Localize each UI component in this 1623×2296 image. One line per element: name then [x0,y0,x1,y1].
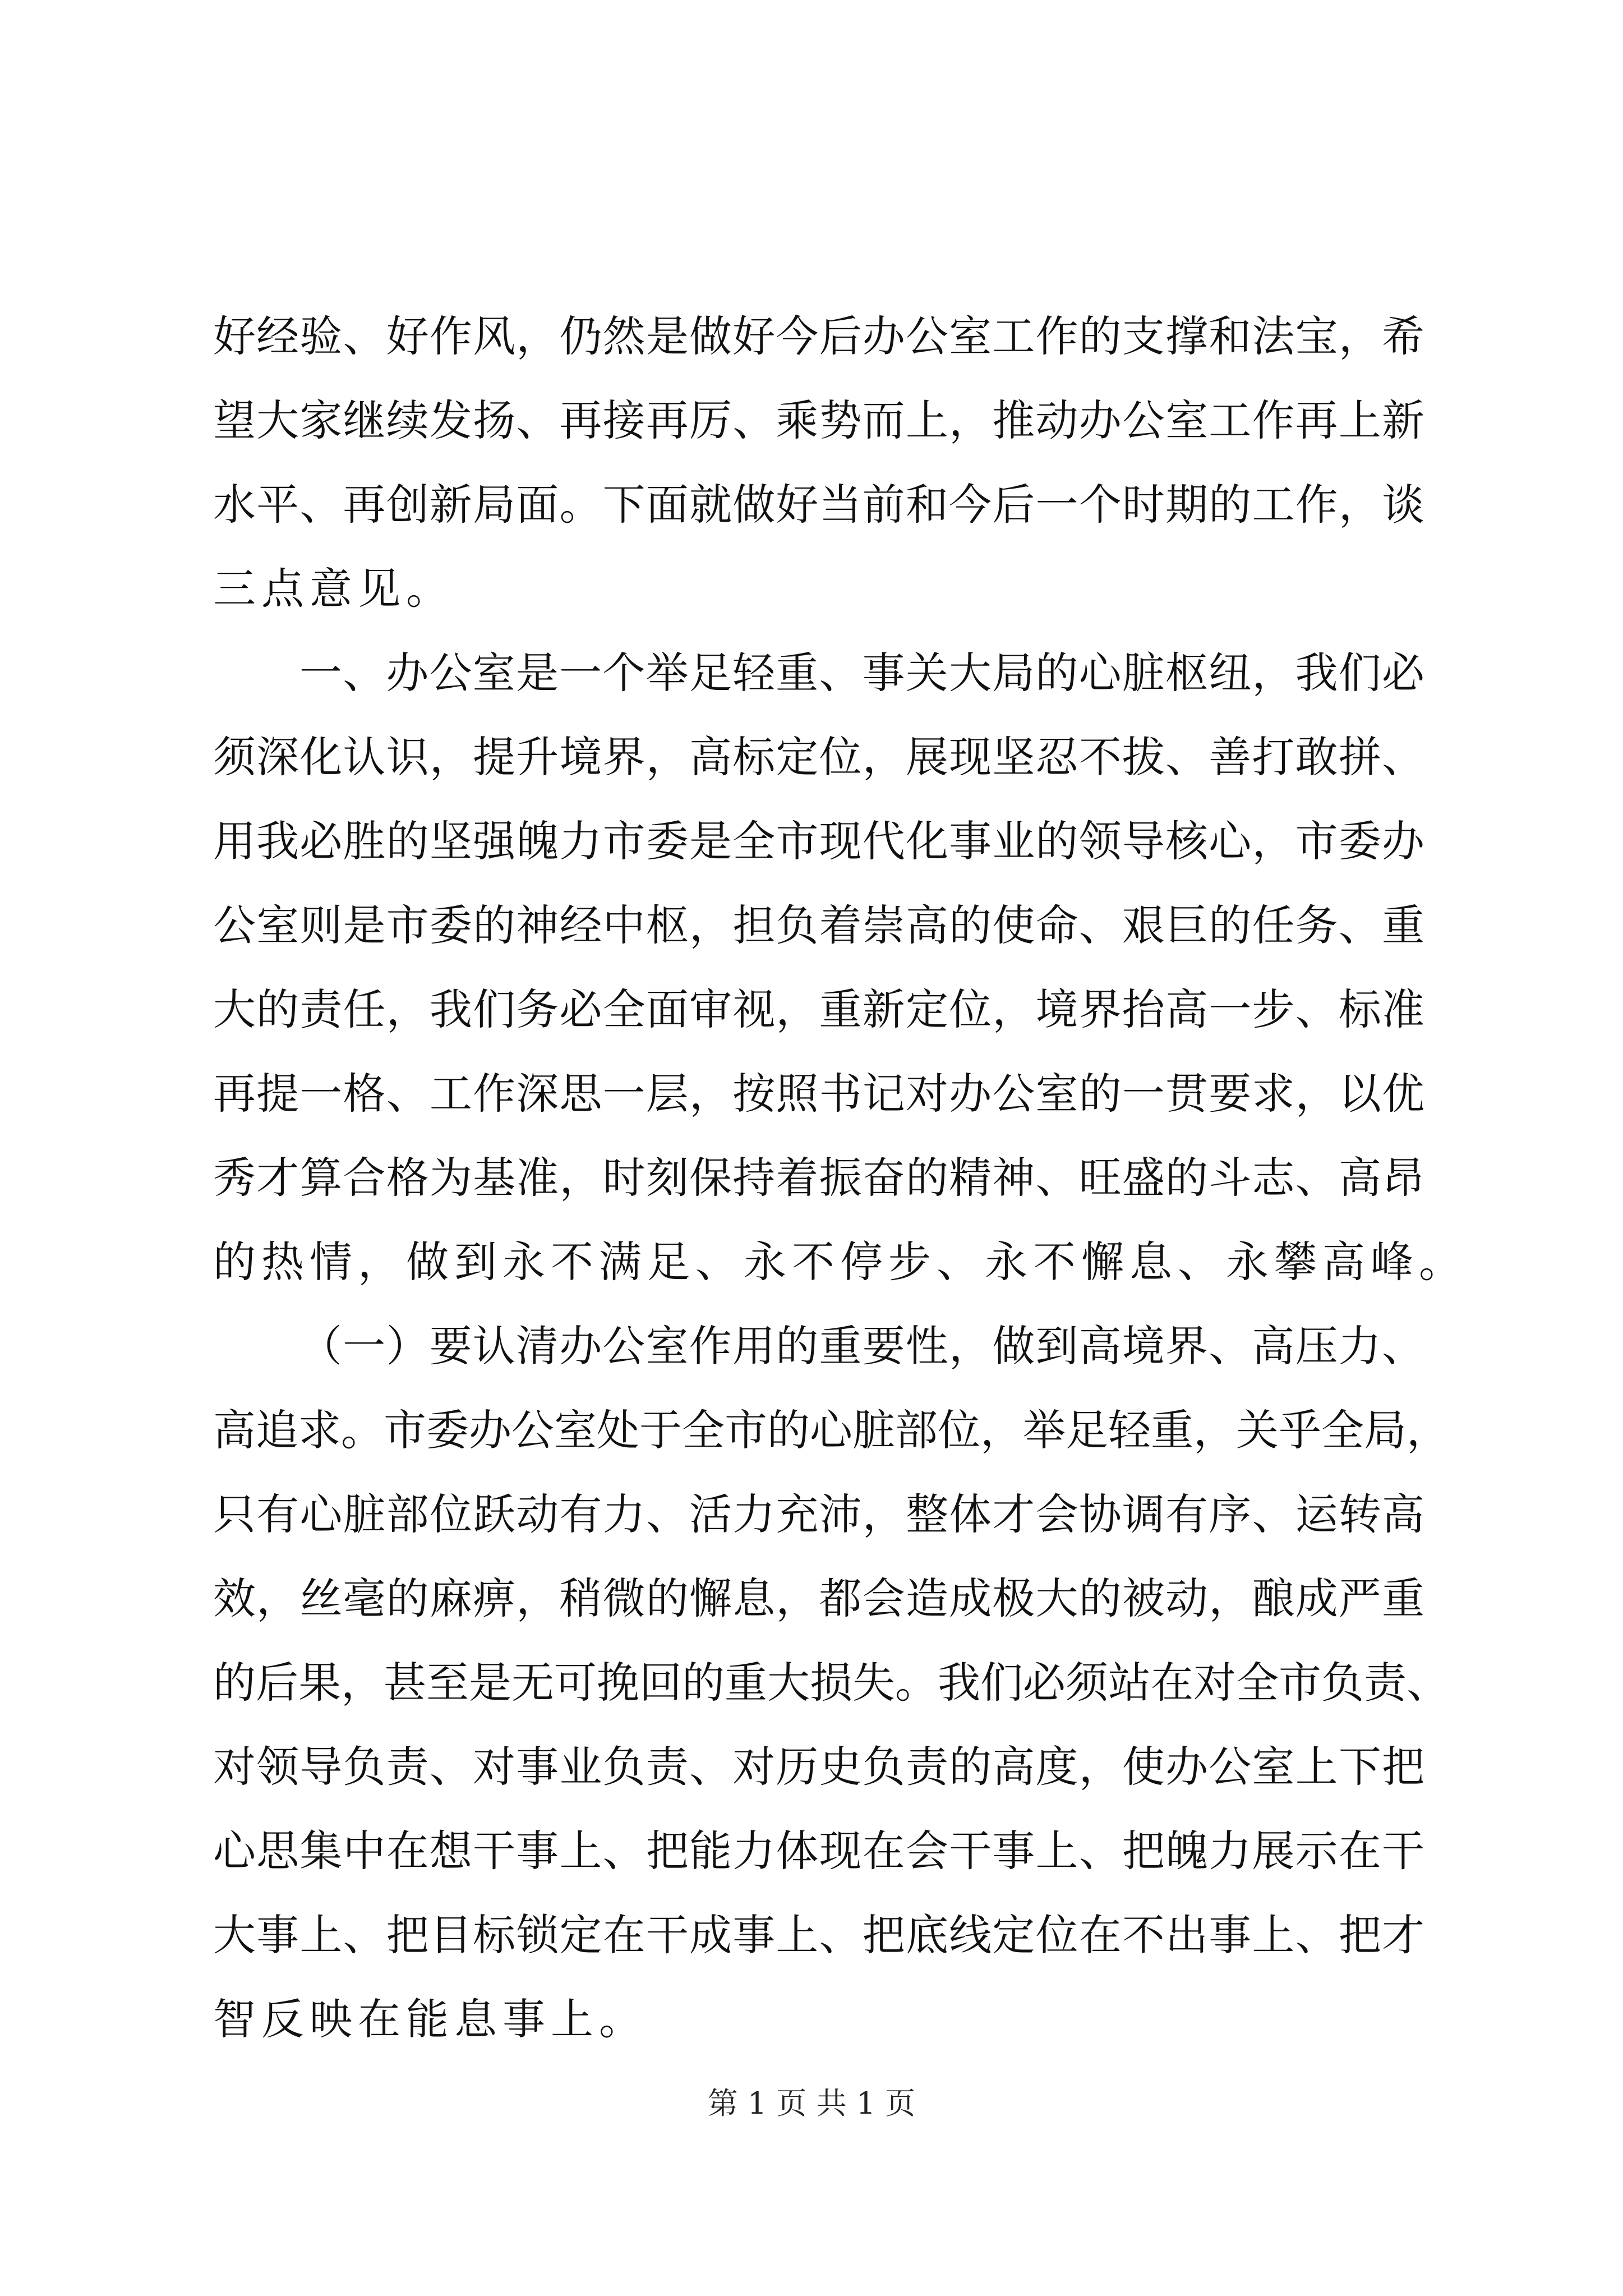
text-line: 的后果，甚至是无可挽回的重大损失。我们必须站在对全市负责、 [213,1658,1449,1708]
text-line: 对领导负责、对事业负责、对历史负责的高度，使办公室上下把 [213,1742,1424,1792]
text-line: 大的责任，我们务必全面审视，重新定位，境界抬高一步、标准 [213,984,1424,1034]
text-line: 用我必胜的坚强魄力市委是全市现代化事业的领导核心，市委办 [213,816,1424,866]
text-line: 心思集中在想干事上、把能力体现在会干事上、把魄力展示在干 [213,1826,1424,1876]
paragraph-first-line: 一、办公室是一个举足轻重、事关大局的心脏枢纽，我们必 [299,648,1424,698]
text-line: 的热情，做到永不满足、永不停步、永不懈息、永攀高峰。 [213,1237,1467,1287]
text-line: 效，丝毫的麻痹，稍微的懈息，都会造成极大的被动，酿成严重 [213,1573,1424,1623]
text-line: 智反映在能息事上。 [213,1994,647,2044]
text-line: 大事上、把目标锁定在干成事上、把底线定位在不出事上、把才 [213,1910,1424,1960]
text-line: 好经验、好作风，仍然是做好今后办公室工作的支撑和法宝，希 [213,311,1424,361]
text-line: 秀才算合格为基准，时刻保持着振奋的精神、旺盛的斗志、高昂 [213,1153,1424,1203]
text-line: 三点意见。 [213,564,454,614]
text-line: 望大家继续发扬、再接再厉、乘势而上，推动办公室工作再上新 [213,395,1424,445]
text-line: 再提一格、工作深思一层，按照书记对办公室的一贯要求，以优 [213,1069,1424,1119]
text-line: 只有心脏部位跃动有力、活力充沛，整体才会协调有序、运转高 [213,1489,1424,1539]
paragraph-first-line: （一）要认清办公室作用的重要性，做到高境界、高压力、 [299,1321,1424,1371]
text-line: 水平、再创新局面。下面就做好当前和今后一个时期的工作，谈 [213,480,1424,530]
page-footer: 第 1 页 共 1 页 [707,2086,916,2121]
text-line: 须深化认识，提升境界，高标定位，展现坚忍不拔、善打敢拼、 [213,732,1424,782]
text-line: 高追求。市委办公室处于全市的心脏部位，举足轻重，关乎全局， [213,1405,1449,1455]
text-line: 公室则是市委的神经中枢，担负着崇高的使命、艰巨的任务、重 [213,900,1424,950]
